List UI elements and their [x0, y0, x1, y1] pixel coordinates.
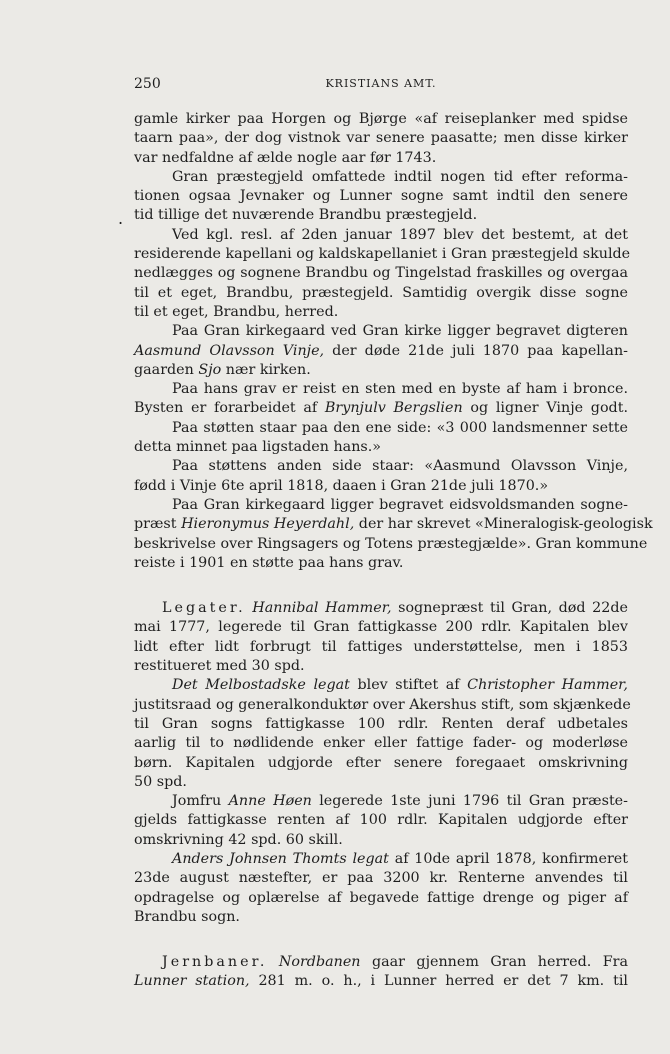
text-line: 50 spd. — [134, 773, 187, 790]
text-line: Paa hans grav er reist en sten med en byste af ham i bronce. — [172, 381, 628, 398]
text-line: Bysten er forarbeidet af Brynjulv Bergslien og ligner Vinje godt. — [134, 400, 628, 417]
legacy-name: Anders Johnsen Thomts legat — [172, 850, 389, 867]
text-line: var nedfaldne af ælde nogle aar før 1743. — [134, 149, 437, 166]
text-line: Legater. Hannibal Hammer, sognepræst til Gran, død 22de — [162, 600, 628, 617]
person-name: Hannibal Hammer, — [252, 600, 392, 617]
page-number: 250 — [134, 76, 161, 92]
person-name: Aasmund Olavsson Vinje, — [134, 342, 325, 359]
text-line: til et eget, Brandbu, præstegjeld. Samtidig overgik disse sogne — [134, 284, 628, 301]
text-line: opdragelse og oplærelse af begavede fattige drenge og piger af — [134, 889, 628, 906]
text-line: Brandbu sogn. — [134, 908, 240, 925]
text-line: Det Melbostadske legat blev stiftet af Christopher Hammer, — [172, 677, 628, 694]
text-line: gaarden Sjo nær kirken. — [134, 361, 311, 378]
text-line: beskrivelse over Ringsagers og Totens præstegjælde». Gran kommune — [134, 535, 648, 552]
station-name: Lunner station, — [134, 973, 250, 990]
text-line: Ved kgl. resl. af 2den januar 1897 blev det bestemt, at det — [172, 226, 628, 243]
text-line: mai 1777, legerede til Gran fattigkasse 200 rdlr. Kapitalen blev — [134, 619, 628, 636]
text-line: justitsraad og generalkonduktør over Akershus stift, som skjænkede — [134, 696, 631, 713]
text-line: Lunner station, 281 m. o. h., i Lunner herred er det 7 km. til — [134, 973, 628, 990]
text-line: præst Hieronymus Heyerdahl, der har skrevet «Mineralogisk-geologisk — [134, 516, 653, 533]
text-line: Anders Johnsen Thomts legat af 10de april 1878, konfirmeret — [172, 850, 628, 867]
section-heading-legater: Legater. — [162, 600, 246, 617]
place-name: Sjo — [198, 361, 222, 378]
text-line: Paa Gran kirkegaard ligger begravet eidsvoldsmanden sogne- — [172, 496, 628, 513]
text-line: reiste i 1901 en støtte paa hans grav. — [134, 554, 404, 571]
person-name: Brynjulv Bergslien — [324, 400, 463, 417]
text-line: lidt efter lidt forbrugt til fattiges understøttelse, men i 1853 — [134, 638, 628, 655]
person-name: Anne Høen — [228, 793, 312, 810]
text-line: til Gran sogns fattigkasse 100 rdlr. Renten deraf udbetales — [134, 715, 628, 732]
text-line: Paa støttens anden side staar: «Aasmund Olavsson Vinje, — [172, 458, 628, 475]
text-line: gamle kirker paa Horgen og Bjørge «af reiseplanker med spidse — [134, 111, 628, 127]
text-line: residerende kapellani og kaldskapellaniet i Gran præstegjeld skulde — [134, 246, 631, 263]
text-line: tionen ogsaa Jevnaker og Lunner sogne samt indtil den senere — [134, 188, 628, 205]
legacy-name: Det Melbostadske legat — [172, 677, 350, 694]
running-title: KRISTIANS AMT. — [325, 77, 437, 90]
text-line: Paa støtten staar paa den ene side: «3 000 landsmenner sette — [172, 419, 628, 436]
text-line: aarlig til to nødlidende enker eller fattige fader- og moderløse — [134, 735, 628, 752]
text-line: Paa Gran kirkegaard ved Gran kirke ligger begravet digteren — [172, 323, 628, 340]
text-line: omskrivning 42 spd. 60 skill. — [134, 831, 343, 848]
text-line: Jernbaner. Nordbanen gaar gjennem Gran herred. Fra — [162, 954, 628, 971]
text-line: fødd i Vinje 6te april 1818, daaen i Gran 21de juli 1870.» — [134, 477, 549, 494]
text-line: tid tillige det nuværende Brandbu præstegjeld. — [134, 207, 478, 224]
page-header — [134, 76, 628, 94]
text-line: børn. Kapitalen udgjorde efter senere foregaaet omskrivning — [134, 754, 628, 771]
text-line: restitueret med 30 spd. — [134, 658, 305, 675]
text-line: Jomfru Anne Høen legerede 1ste juni 1796 til Gran præste- — [172, 793, 628, 810]
person-name: Christopher Hammer, — [467, 677, 628, 694]
text-line: detta minnet paa ligstaden hans.» — [134, 439, 382, 456]
text-line: nedlægges og sognene Brandbu og Tingelstad fraskilles og overgaa — [134, 265, 628, 282]
railway-name: Nordbanen — [278, 954, 361, 971]
person-name: Hieronymus Heyerdahl, — [181, 516, 355, 533]
text-line: gjelds fattigkasse renten af 100 rdlr. Kapitalen udgjorde efter — [134, 812, 628, 829]
text-line: Gran præstegjeld omfattede indtil nogen tid efter reforma- — [172, 168, 628, 185]
text-line: til et eget, Brandbu, herred. — [134, 303, 339, 320]
margin-mark: . — [118, 209, 124, 228]
text-line: Aasmund Olavsson Vinje, der døde 21de juli 1870 paa kapellan- — [134, 342, 628, 359]
body-text — [134, 110, 653, 992]
section-heading-jernbaner: Jernbaner. — [162, 954, 268, 971]
text-line: taarn paa», der dog vistnok var senere paasatte; men disse kirker — [134, 130, 628, 147]
text-line: 23de august næstefter, er paa 3200 kr. Renterne anvendes til — [134, 870, 628, 887]
